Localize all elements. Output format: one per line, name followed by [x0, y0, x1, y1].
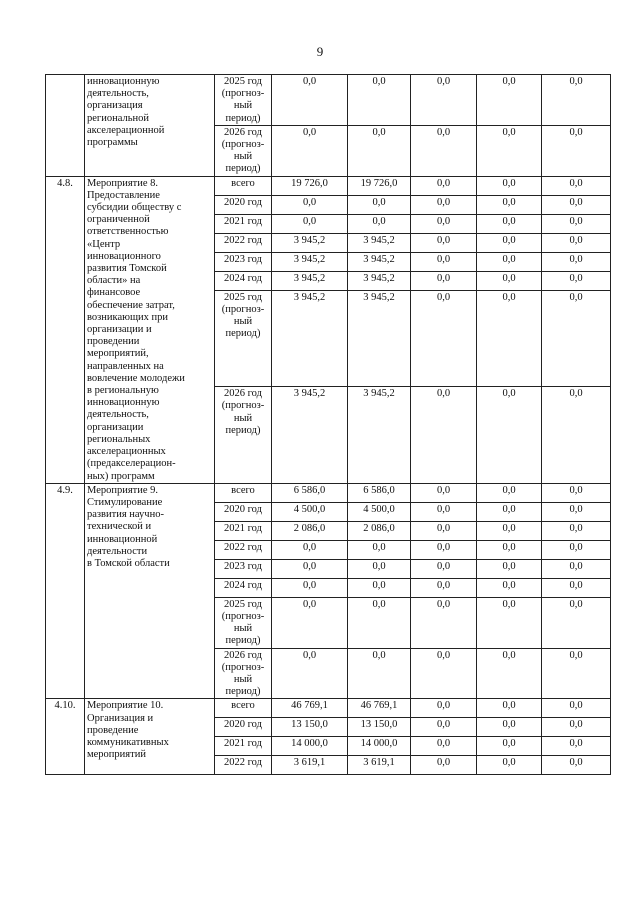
item-name-line: ных) программ [87, 470, 155, 482]
period-line: ный [233, 673, 253, 685]
period-line: ный [233, 316, 253, 328]
item-number-cell: 4.9. [46, 483, 85, 699]
period-cell [215, 483, 272, 502]
value-cell: 0,0 [272, 578, 348, 597]
item-name-line: в региональную [87, 385, 159, 397]
period-line: (прогноз- [221, 303, 265, 315]
item-name-line: Стимулирование [87, 496, 163, 508]
item-name-line: возникающих при [87, 311, 169, 323]
value-cell: 0,0 [411, 290, 477, 387]
period-line: 2021 год [224, 738, 262, 750]
value-cell: 0,0 [411, 597, 477, 648]
item-name-line: Мероприятие 9. [87, 484, 159, 496]
value-cell: 3 945,2 [348, 252, 411, 271]
value-cell: 3 619,1 [348, 756, 411, 775]
period-line: (прогноз- [221, 661, 265, 673]
period-line: 2022 год [224, 234, 262, 246]
period-line: период) [225, 424, 261, 436]
period-cell [215, 233, 272, 252]
value-cell: 0,0 [411, 387, 477, 484]
item-name-line: направленных на [87, 360, 164, 372]
value-cell: 13 150,0 [272, 718, 348, 737]
period-line: ный [233, 151, 253, 163]
value-cell: 0,0 [272, 75, 348, 126]
value-cell: 0,0 [411, 521, 477, 540]
value-cell: 3 945,2 [348, 233, 411, 252]
period-line: (прогноз- [221, 400, 265, 412]
value-cell: 0,0 [272, 559, 348, 578]
item-number-cell: 4.10. [46, 699, 85, 775]
value-cell: 3 619,1 [272, 756, 348, 775]
period-cell [215, 176, 272, 195]
period-line: период) [225, 163, 261, 175]
value-cell: 0,0 [477, 699, 542, 718]
value-cell: 0,0 [477, 214, 542, 233]
item-name-line: деятельности [87, 545, 148, 557]
value-cell: 0,0 [542, 483, 611, 502]
value-cell: 0,0 [542, 290, 611, 387]
item-name-line: организация [87, 100, 143, 112]
value-cell: 14 000,0 [348, 737, 411, 756]
value-cell: 0,0 [477, 737, 542, 756]
item-name-line: организации [87, 421, 144, 433]
period-cell [215, 559, 272, 578]
value-cell: 0,0 [542, 756, 611, 775]
item-name-line: коммуникативных [87, 736, 169, 748]
period-line: 2026 год [224, 649, 262, 661]
value-cell: 0,0 [542, 252, 611, 271]
table-row [46, 483, 611, 502]
item-name-cell [85, 483, 215, 699]
period-line: 2024 год [224, 579, 262, 591]
value-cell: 0,0 [542, 75, 611, 126]
period-line: всего [231, 700, 255, 712]
budget-table [45, 74, 611, 775]
value-cell: 0,0 [411, 718, 477, 737]
period-line: 2025 год [224, 291, 262, 303]
value-cell: 2 086,0 [272, 521, 348, 540]
value-cell: 0,0 [411, 502, 477, 521]
period-cell [215, 387, 272, 484]
period-cell [215, 125, 272, 176]
item-name-line: Мероприятие 10. [87, 700, 164, 712]
period-line: 2025 год [224, 76, 262, 87]
value-cell: 0,0 [348, 195, 411, 214]
value-cell: 46 769,1 [348, 699, 411, 718]
value-cell: 0,0 [542, 578, 611, 597]
value-cell: 3 945,2 [348, 387, 411, 484]
value-cell: 0,0 [542, 597, 611, 648]
period-line: 2026 год [224, 388, 262, 400]
value-cell: 0,0 [542, 271, 611, 290]
value-cell: 0,0 [411, 125, 477, 176]
period-line: период) [225, 328, 261, 340]
value-cell: 3 945,2 [272, 252, 348, 271]
value-cell: 2 086,0 [348, 521, 411, 540]
value-cell: 0,0 [477, 387, 542, 484]
period-cell [215, 195, 272, 214]
page-number: 9 [316, 44, 324, 59]
value-cell: 0,0 [411, 252, 477, 271]
item-name-line: области» на [87, 275, 141, 287]
value-cell: 0,0 [477, 271, 542, 290]
value-cell: 0,0 [477, 502, 542, 521]
period-cell [215, 578, 272, 597]
period-cell [215, 597, 272, 648]
period-line: период) [225, 635, 261, 647]
value-cell: 0,0 [348, 648, 411, 699]
value-cell: 0,0 [477, 648, 542, 699]
value-cell: 0,0 [411, 75, 477, 126]
item-name-line: Организация и [87, 712, 154, 724]
item-name-line: в Томской области [87, 557, 170, 569]
period-line: период) [225, 112, 261, 124]
item-name-line: программы [87, 137, 138, 149]
period-line: ный [233, 412, 253, 424]
value-cell: 0,0 [542, 521, 611, 540]
value-cell: 0,0 [477, 233, 542, 252]
value-cell: 0,0 [348, 559, 411, 578]
value-cell: 0,0 [411, 233, 477, 252]
value-cell: 0,0 [477, 195, 542, 214]
value-cell: 3 945,2 [272, 387, 348, 484]
value-cell: 0,0 [542, 195, 611, 214]
item-name-line: проведение [87, 724, 139, 736]
value-cell: 3 945,2 [272, 233, 348, 252]
item-name-cell [85, 176, 215, 483]
value-cell: 0,0 [411, 578, 477, 597]
period-cell [215, 271, 272, 290]
period-line: 2020 год [224, 503, 262, 515]
period-cell [215, 737, 272, 756]
value-cell: 6 586,0 [272, 483, 348, 502]
value-cell: 0,0 [477, 176, 542, 195]
value-cell: 3 945,2 [272, 290, 348, 387]
item-name-line: Предоставление [87, 189, 160, 201]
item-name-line: проведении [87, 336, 140, 348]
value-cell: 0,0 [411, 559, 477, 578]
value-cell: 0,0 [477, 75, 542, 126]
value-cell: 3 945,2 [348, 271, 411, 290]
value-cell: 0,0 [477, 521, 542, 540]
period-line: 2022 год [224, 541, 262, 553]
period-line: 2020 год [224, 196, 262, 208]
item-name-line: инновационной [87, 533, 158, 545]
value-cell: 4 500,0 [272, 502, 348, 521]
period-line: период) [225, 686, 261, 698]
value-cell: 0,0 [477, 540, 542, 559]
period-line: 2023 год [224, 560, 262, 572]
value-cell: 0,0 [411, 737, 477, 756]
value-cell: 0,0 [411, 699, 477, 718]
item-name-line: организации и [87, 324, 152, 336]
value-cell: 0,0 [411, 214, 477, 233]
value-cell: 0,0 [477, 252, 542, 271]
value-cell: 0,0 [411, 195, 477, 214]
value-cell: 14 000,0 [272, 737, 348, 756]
value-cell: 0,0 [477, 578, 542, 597]
period-line: ный [233, 100, 253, 112]
item-name-line: субсидии обществу с [87, 202, 182, 214]
value-cell: 0,0 [477, 483, 542, 502]
value-cell: 0,0 [348, 597, 411, 648]
item-name-line: «Центр [87, 238, 121, 250]
value-cell: 0,0 [542, 648, 611, 699]
period-cell [215, 699, 272, 718]
period-cell [215, 502, 272, 521]
period-cell [215, 718, 272, 737]
period-line: 2020 год [224, 719, 262, 731]
period-line: всего [231, 484, 255, 496]
value-cell: 0,0 [477, 559, 542, 578]
period-line: ный [233, 623, 253, 635]
period-line: 2024 год [224, 272, 262, 284]
item-name-line: региональной [87, 112, 149, 124]
value-cell: 0,0 [477, 290, 542, 387]
item-name-line: Мероприятие 8. [87, 177, 159, 189]
value-cell: 0,0 [348, 540, 411, 559]
value-cell: 3 945,2 [348, 290, 411, 387]
value-cell: 0,0 [542, 502, 611, 521]
item-name-line: (предакселерацион- [87, 458, 176, 470]
period-cell [215, 252, 272, 271]
value-cell: 0,0 [411, 540, 477, 559]
value-cell: 0,0 [272, 648, 348, 699]
value-cell: 0,0 [542, 214, 611, 233]
value-cell: 0,0 [272, 195, 348, 214]
item-name-line: инновационного [87, 250, 161, 262]
value-cell: 3 945,2 [272, 271, 348, 290]
item-name-line: финансовое [87, 287, 141, 299]
item-name-line: ответственностью [87, 226, 169, 238]
period-line: 2022 год [224, 757, 262, 769]
item-name-cell [85, 699, 215, 775]
table-row [46, 699, 611, 718]
item-name-line: региональных [87, 433, 151, 445]
value-cell: 19 726,0 [348, 176, 411, 195]
value-cell: 0,0 [272, 214, 348, 233]
value-cell: 0,0 [411, 483, 477, 502]
period-cell [215, 290, 272, 387]
value-cell: 46 769,1 [272, 699, 348, 718]
value-cell: 0,0 [411, 176, 477, 195]
value-cell: 0,0 [542, 387, 611, 484]
value-cell: 0,0 [542, 233, 611, 252]
item-name-line: акселерационных [87, 446, 166, 458]
period-line: 2021 год [224, 215, 262, 227]
item-name-cell [85, 75, 215, 177]
item-name-line: вовлечение молодежи [87, 372, 185, 384]
period-cell [215, 521, 272, 540]
period-cell [215, 214, 272, 233]
item-number-cell [46, 75, 85, 177]
value-cell: 0,0 [348, 214, 411, 233]
value-cell: 6 586,0 [348, 483, 411, 502]
item-name-line: ограниченной [87, 214, 150, 226]
period-line: 2026 год [224, 126, 262, 138]
table-row [46, 75, 611, 126]
value-cell: 19 726,0 [272, 176, 348, 195]
value-cell: 4 500,0 [348, 502, 411, 521]
value-cell: 0,0 [542, 699, 611, 718]
table-row [46, 176, 611, 195]
value-cell: 0,0 [542, 176, 611, 195]
item-name-line: мероприятий [87, 749, 146, 761]
value-cell: 0,0 [272, 597, 348, 648]
period-cell [215, 540, 272, 559]
value-cell: 0,0 [542, 540, 611, 559]
value-cell: 0,0 [348, 125, 411, 176]
value-cell: 0,0 [411, 271, 477, 290]
value-cell: 13 150,0 [348, 718, 411, 737]
item-name-line: деятельность, [87, 88, 149, 100]
value-cell: 0,0 [477, 718, 542, 737]
value-cell: 0,0 [542, 125, 611, 176]
period-line: (прогноз- [221, 88, 265, 100]
period-line: 2021 год [224, 522, 262, 534]
value-cell: 0,0 [477, 125, 542, 176]
value-cell: 0,0 [477, 597, 542, 648]
value-cell: 0,0 [272, 540, 348, 559]
value-cell: 0,0 [348, 75, 411, 126]
period-cell [215, 648, 272, 699]
item-name-line: технической и [87, 521, 152, 533]
item-name-line: развития Томской [87, 263, 167, 275]
value-cell: 0,0 [542, 559, 611, 578]
table-body [46, 75, 611, 775]
item-name-line: инновационную [87, 397, 160, 409]
value-cell: 0,0 [542, 737, 611, 756]
value-cell: 0,0 [542, 718, 611, 737]
period-line: (прогноз- [221, 139, 265, 151]
value-cell: 0,0 [348, 578, 411, 597]
item-number-cell: 4.8. [46, 176, 85, 483]
period-line: 2023 год [224, 253, 262, 265]
value-cell: 0,0 [411, 756, 477, 775]
value-cell: 0,0 [477, 756, 542, 775]
period-line: 2025 год [224, 598, 262, 610]
item-name-line: развития научно- [87, 509, 164, 521]
item-name-line: инновационную [87, 76, 160, 87]
value-cell: 0,0 [411, 648, 477, 699]
period-cell [215, 75, 272, 126]
period-line: (прогноз- [221, 610, 265, 622]
period-cell [215, 756, 272, 775]
item-name-line: деятельность, [87, 409, 149, 421]
item-name-line: мероприятий, [87, 348, 149, 360]
item-name-line: обеспечение затрат, [87, 299, 175, 311]
period-line: всего [231, 177, 255, 189]
item-name-line: акселерационной [87, 124, 165, 136]
value-cell: 0,0 [272, 125, 348, 176]
